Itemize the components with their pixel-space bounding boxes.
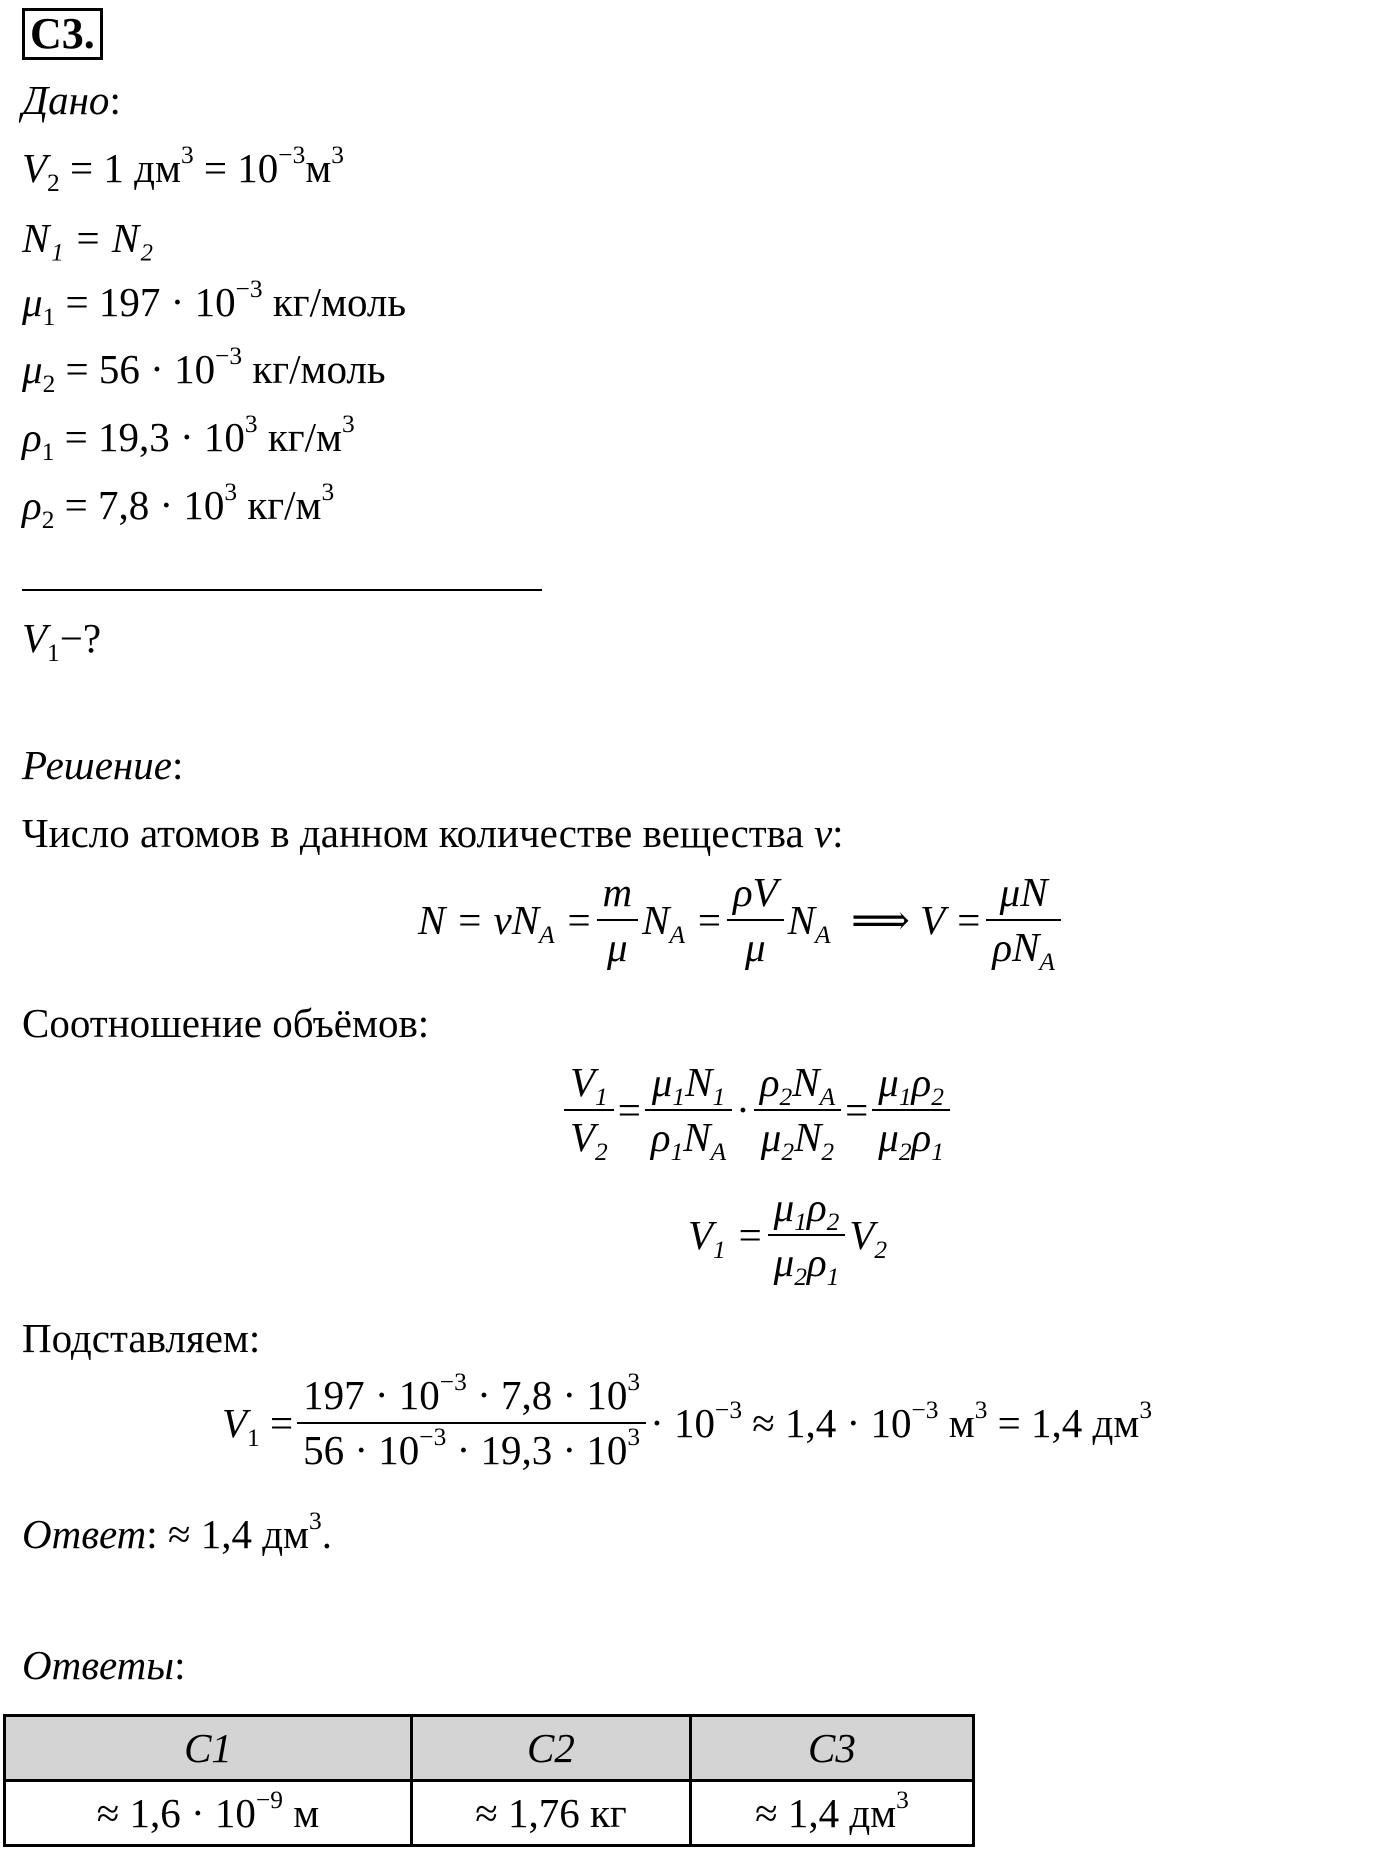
answers-header-c1: C1 xyxy=(5,1716,412,1781)
answers-header-c3: C3 xyxy=(690,1716,973,1781)
answers-value-c2: ≈ 1,76 кг xyxy=(411,1781,690,1846)
answers-table xyxy=(3,1714,975,1847)
given-line-1: $V_2 = 1$ $дм^3 = 10^{-3}м^3$ xyxy=(22,140,344,197)
given-line-3: $\mu_1 = 197 \cdot 10^{-3}$ кг/моль xyxy=(22,274,407,331)
given-line-5: $\rho_1 = 19,3 \cdot 10^3$ $кг/м^3$ xyxy=(22,409,355,466)
answers-heading: Ответы: xyxy=(22,1642,186,1688)
solution-intro: Число атомов в данном количестве вещества ν: xyxy=(22,810,844,856)
given-line-4: $\mu_2 = 56 \cdot 10^{-3}$ кг/моль xyxy=(22,341,386,398)
given-line-2: N₁ = N₂ xyxy=(22,215,154,261)
answer-line: Ответ: ≈ 1,4 $дм^3$. xyxy=(22,1506,332,1557)
formula-number-of-atoms: $N = \nu N_A$ = $\frac{m}{\mu}$ $N_A$ = $\frac{\rho V}{\mu}$ $N_A$ ⟹ V = $\frac{\mu N}{\rho N_A}$ xyxy=(418,872,1065,968)
substitute-label: Подставляем: xyxy=(22,1315,261,1361)
given-line-6: $\rho_2 = 7,8 \cdot 10^3$ $кг/м^3$ xyxy=(22,477,335,534)
solution-heading: Решение: xyxy=(22,742,184,788)
answers-value-c1: ≈ $1,6 \cdot 10^{-9}$ м xyxy=(5,1781,412,1846)
answers-value-row xyxy=(5,1781,974,1846)
formula-substitution: $V_1$ = $\frac{197 \cdot 10^{-3} \cdot 7,8 \cdot 10^3}{56 \cdot 10^{-3} \cdot 19,3 \cdot 10^3}$ · $10^{-3} \approx 1,4 \cdot 10^{-3}$ $м^3 = 1,4$ $дм^3$ xyxy=(222,1367,1153,1473)
given-divider xyxy=(22,589,542,591)
answers-header-row xyxy=(5,1716,974,1781)
ratio-label: Соотношение объёмов: xyxy=(22,1000,430,1046)
answers-header-c2: C2 xyxy=(411,1716,690,1781)
formula-volume-ratio: $\frac{V_1}{V_2}$ = $\frac{\mu_1N_1}{\rho_1N_A}$ · $\frac{\rho_2N_A}{\mu_2N_2}$ = $\frac{\mu_1\rho_2}{\mu_2\rho_1}$ xyxy=(560,1062,954,1158)
find-line: $V_1-$? xyxy=(22,615,102,667)
answers-value-c3: ≈ 1,4 $дм^3$ xyxy=(690,1781,973,1846)
formula-v1: $V_1$ = $\frac{\mu_1\rho_2}{\mu_2\rho_1}$ $V_2$ xyxy=(688,1184,888,1291)
given-heading: Дано: xyxy=(22,77,121,123)
problem-label: С3. xyxy=(22,8,103,60)
